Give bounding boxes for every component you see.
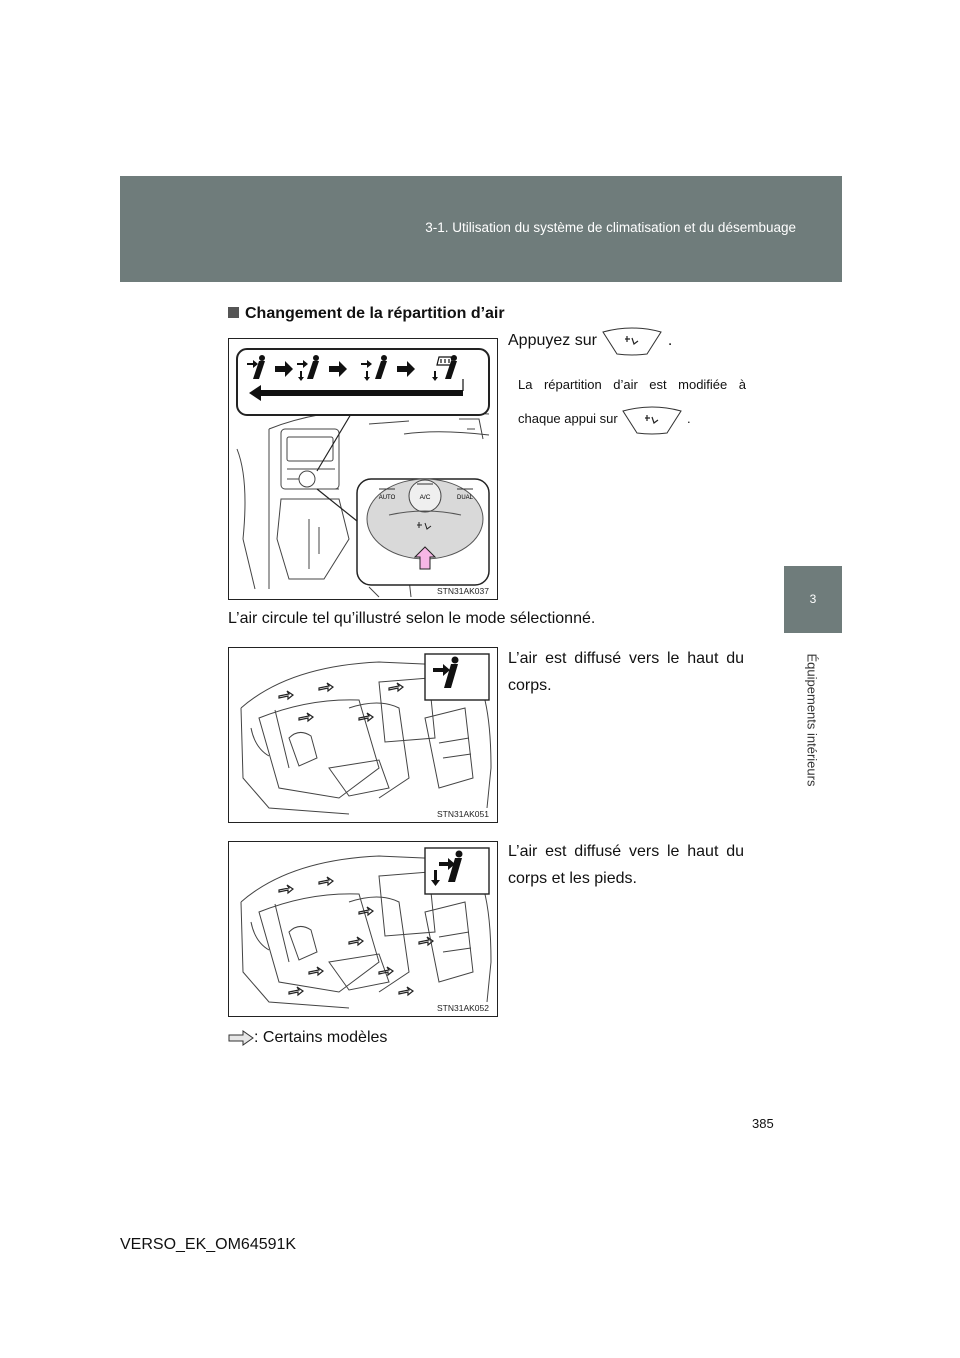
air-distribution-button-icon	[601, 326, 663, 356]
figure-code: STN31AK051	[437, 809, 489, 819]
mode-upper-body-feet-text: L’air est diffusé vers le haut du corps et les pieds.	[508, 843, 744, 887]
cabin-illustration	[229, 648, 497, 822]
page-number: 385	[752, 1116, 774, 1131]
ac-button-label: A/C	[419, 494, 431, 501]
press-instruction: Appuyez sur .	[508, 326, 748, 356]
section-title: Changement de la répartition d’air	[228, 305, 505, 323]
document-code: VERSO_EK_OM64591K	[120, 1236, 297, 1253]
air-distribution-button-icon	[621, 405, 683, 435]
some-models-arrow-icon	[228, 1030, 254, 1046]
dashboard-illustration	[229, 339, 497, 599]
control-panel-figure	[228, 338, 498, 600]
chapter-heading: 3-1. Utilisation du système de climatisation et du désembuage	[425, 220, 796, 235]
mode-upper-body-text: L’air est diffusé vers le haut du corps.	[508, 650, 744, 694]
figure-code: STN31AK037	[437, 586, 489, 596]
legend: : Certains modèles	[228, 1024, 387, 1051]
dual-button-label: DUAL	[456, 495, 474, 501]
cabin-illustration	[229, 842, 497, 1016]
instruction-detail: La répartition d’air est modifiée à chaque appui sur .	[518, 368, 746, 436]
bullet-square-icon	[228, 307, 239, 318]
upper-body-figure	[228, 647, 498, 823]
auto-button-label: AUTO	[378, 495, 396, 501]
figure-code: STN31AK052	[437, 1003, 489, 1013]
upper-body-feet-figure	[228, 841, 498, 1017]
chapter-tab: 3	[784, 566, 842, 633]
modes-intro: L’air circule tel qu’illustré selon le mode sélectionné.	[228, 610, 596, 627]
